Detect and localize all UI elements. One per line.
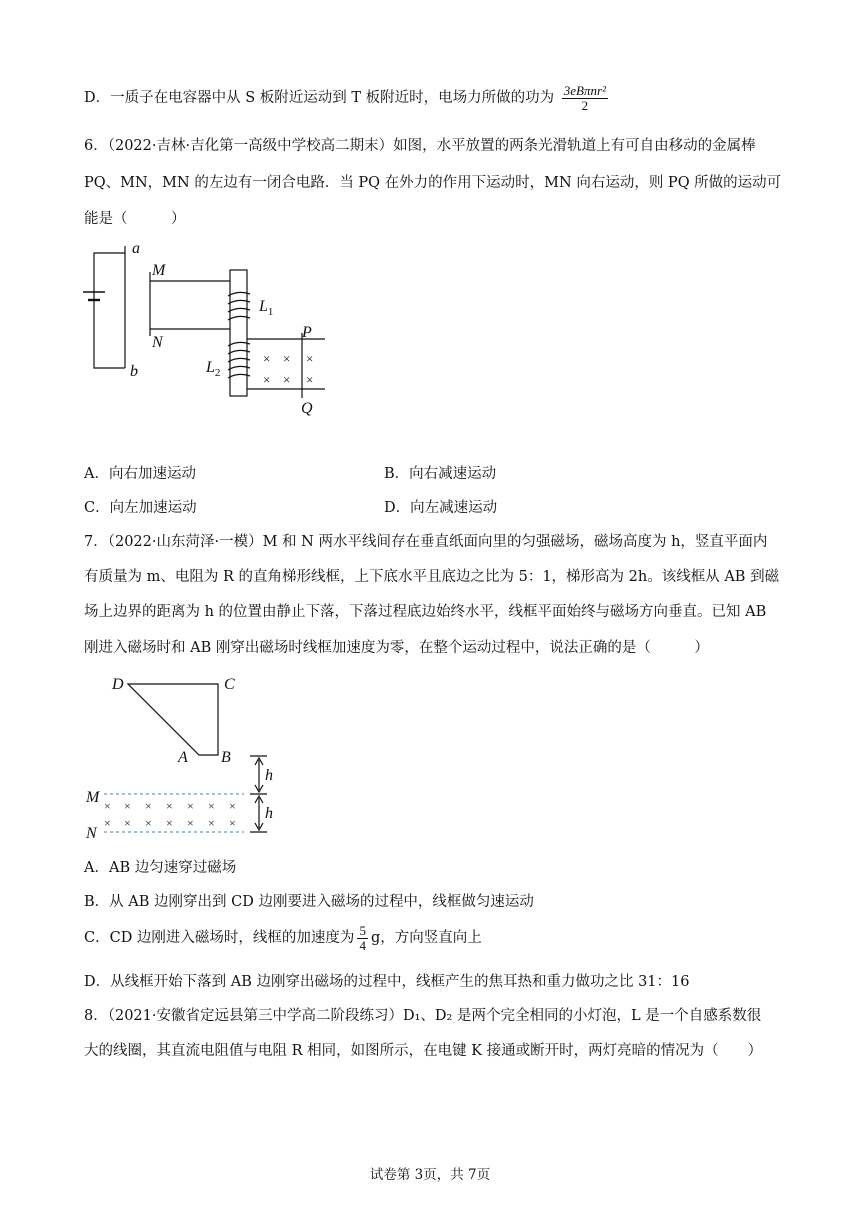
svg-text:×: × bbox=[208, 816, 215, 830]
svg-text:×: × bbox=[104, 799, 111, 813]
q7-label-b: B bbox=[221, 749, 231, 766]
q7-trapezoid-figure bbox=[82, 670, 282, 845]
q8-stem-line-2: 大的线圈，其直流电阻值与电阻 R 相同，如图所示，在电键 K 接通或断开时，两灯亮暗的情况为（ ） bbox=[84, 1043, 763, 1059]
svg-text:×: × bbox=[187, 816, 194, 830]
q7-fraction-denominator: 4 bbox=[359, 937, 366, 953]
q5-fraction-numerator: 3eBπnr² bbox=[563, 83, 606, 98]
q7-acceleration-fraction bbox=[357, 924, 368, 952]
svg-text:×: × bbox=[283, 351, 291, 366]
q7-label-m: M bbox=[86, 789, 100, 806]
q6-label-l2: $L_2$ bbox=[206, 359, 221, 379]
q6-label-q: Q bbox=[301, 400, 313, 417]
svg-text:×: × bbox=[229, 799, 236, 813]
svg-text:×: × bbox=[166, 799, 173, 813]
q6-option-c[interactable]: C．向左加速运动 bbox=[84, 500, 197, 516]
q6-stem-line-1: 6．（2022·吉林·吉化第一高级中学校高二期末）如图，水平放置的两条光滑轨道上有可自由移动的金属棒 bbox=[84, 138, 756, 154]
svg-text:×: × bbox=[124, 816, 131, 830]
q7-field-crosses bbox=[104, 799, 236, 830]
q5-option-d bbox=[84, 84, 611, 112]
svg-text:×: × bbox=[166, 816, 173, 830]
q6-stem-line-3: 能是（ ） bbox=[84, 211, 186, 227]
q5-work-fraction bbox=[562, 84, 608, 112]
svg-text:×: × bbox=[145, 816, 152, 830]
q6-stem-line-2: PQ、MN，MN 的左边有一闭合电路．当 PQ 在外力的作用下运动时，MN 向右运动，则 PQ 所做的运动可 bbox=[84, 175, 782, 191]
q7-label-c: C bbox=[224, 676, 235, 693]
svg-text:×: × bbox=[229, 816, 236, 830]
q7-label-h-top: h bbox=[265, 767, 273, 784]
q7-label-n: N bbox=[86, 825, 97, 842]
svg-text:×: × bbox=[306, 351, 314, 366]
q7-option-a[interactable]: A．AB 边匀速穿过磁场 bbox=[84, 860, 237, 876]
svg-text:×: × bbox=[283, 372, 291, 387]
q7-stem-line-4: 刚进入磁场时和 AB 刚穿出磁场时线框加速度为零，在整个运动过程中，说法正确的是（ ） bbox=[84, 640, 709, 656]
svg-text:×: × bbox=[263, 351, 271, 366]
q7-stem-line-1: 7．（2022·山东菏泽·一模）M 和 N 两水平线间存在垂直纸面向里的匀强磁场，磁场高度为 h，竖直平面内 bbox=[84, 534, 768, 550]
svg-text:×: × bbox=[187, 799, 194, 813]
svg-text:×: × bbox=[124, 799, 131, 813]
q7-label-h-bottom: h bbox=[265, 805, 273, 822]
q7-label-d: D bbox=[112, 676, 124, 693]
q6-label-n: N bbox=[152, 334, 163, 351]
svg-text:×: × bbox=[145, 799, 152, 813]
q7-label-a: A bbox=[178, 749, 188, 766]
q5-option-d-text: D．一质子在电容器中从 S 板附近运动到 T 板附近时，电场力所做的功为 bbox=[84, 90, 555, 107]
q6-label-p: P bbox=[302, 324, 312, 341]
q7-stem-line-3: 场上边界的距离为 h 的位置由静止下落，下落过程底边始终水平，线框平面始终与磁场方向垂直。已知 AB bbox=[84, 604, 767, 620]
q6-label-l1: $L_1$ bbox=[259, 298, 274, 318]
q7-option-c-text: C．CD 边刚进入磁场时，线框的加速度为 bbox=[84, 930, 355, 947]
q7-option-c-tail: g，方向竖直向上 bbox=[370, 930, 482, 947]
q7-option-b[interactable]: B．从 AB 边刚穿出到 CD 边刚要进入磁场的过程中，线框做匀速运动 bbox=[84, 894, 534, 910]
q6-field-crosses bbox=[263, 351, 313, 387]
q6-option-d[interactable]: D．向左减速运动 bbox=[384, 500, 498, 516]
q6-circuit-figure bbox=[80, 236, 340, 421]
q6-option-a[interactable]: A．向右加速运动 bbox=[84, 466, 196, 482]
q7-option-d[interactable]: D．从线框开始下落到 AB 边刚穿出磁场的过程中，线框产生的焦耳热和重力做功之比 31：16 bbox=[84, 974, 690, 990]
q6-label-m: M bbox=[152, 262, 166, 279]
svg-text:×: × bbox=[306, 372, 314, 387]
page-footer: 试卷第 3页，共 7页 bbox=[369, 1167, 491, 1183]
q6-label-a: a bbox=[132, 240, 140, 257]
svg-text:×: × bbox=[263, 372, 271, 387]
svg-text:×: × bbox=[208, 799, 215, 813]
q7-fraction-numerator: 5 bbox=[359, 923, 366, 938]
q5-fraction-denominator: 2 bbox=[581, 97, 589, 113]
q8-stem-line-1: 8．（2021·安徽省定远县第三中学高二阶段练习）D₁、D₂ 是两个完全相同的小灯泡，L 是一个自感系数很 bbox=[84, 1008, 762, 1024]
q6-label-b: b bbox=[130, 363, 138, 380]
q6-option-b[interactable]: B．向右减速运动 bbox=[384, 466, 497, 482]
svg-text:×: × bbox=[104, 816, 111, 830]
q7-stem-line-2: 有质量为 m、电阻为 R 的直角梯形线框，上下底水平且底边之比为 5：1，梯形高为 2h。该线框从 AB 到磁 bbox=[84, 569, 780, 585]
q7-option-c[interactable] bbox=[84, 924, 482, 952]
